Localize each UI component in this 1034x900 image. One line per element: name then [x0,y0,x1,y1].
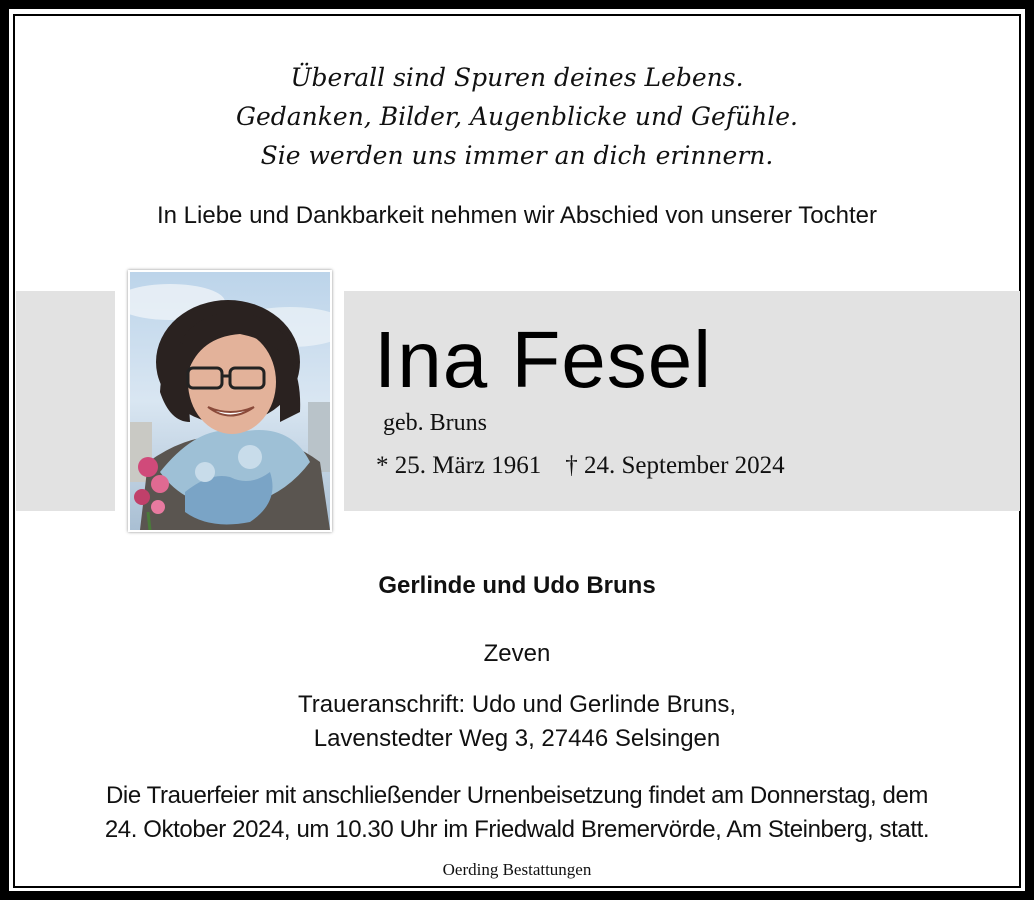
portrait-photo [128,270,332,532]
ceremony-line-2: 24. Oktober 2024, um 10.30 Uhr im Friedwald Bremervörde, Am Steinberg, statt. [104,816,930,843]
undertaker: Oerding Bestattungen [442,860,592,879]
mourning-address [0,688,1034,756]
poem-line-1: Überall sind Spuren deines Lebens. [290,63,744,92]
poem [0,58,1034,175]
birth-date: * 25. März 1961 [376,452,542,479]
ceremony-line-1: Die Trauerfeier mit anschließender Urnenbeisetzung findet am Donnerstag, dem [105,782,929,809]
portrait-illustration [130,272,330,530]
deceased-name: Ina Fesel [374,315,713,404]
poem-line-3: Sie werden uns immer an dich erinnern. [260,141,774,170]
place: Zeven [483,640,551,667]
name-band-left [16,291,115,511]
address-line-1: Traueranschrift: Udo und Gerlinde Bruns, [298,691,736,718]
life-dates [376,451,785,481]
family-names: Gerlinde und Udo Bruns [378,572,656,599]
intro-text: In Liebe und Dankbarkeit nehmen wir Abschied von unserer Tochter [157,202,877,229]
ceremony-info [0,779,1034,847]
poem-line-2: Gedanken, Bilder, Augenblicke und Gefühle. [235,102,799,131]
death-date: † 24. September 2024 [565,452,785,479]
birth-name: geb. Bruns [383,410,487,436]
address-line-2: Lavenstedter Weg 3, 27446 Selsingen [313,725,721,752]
